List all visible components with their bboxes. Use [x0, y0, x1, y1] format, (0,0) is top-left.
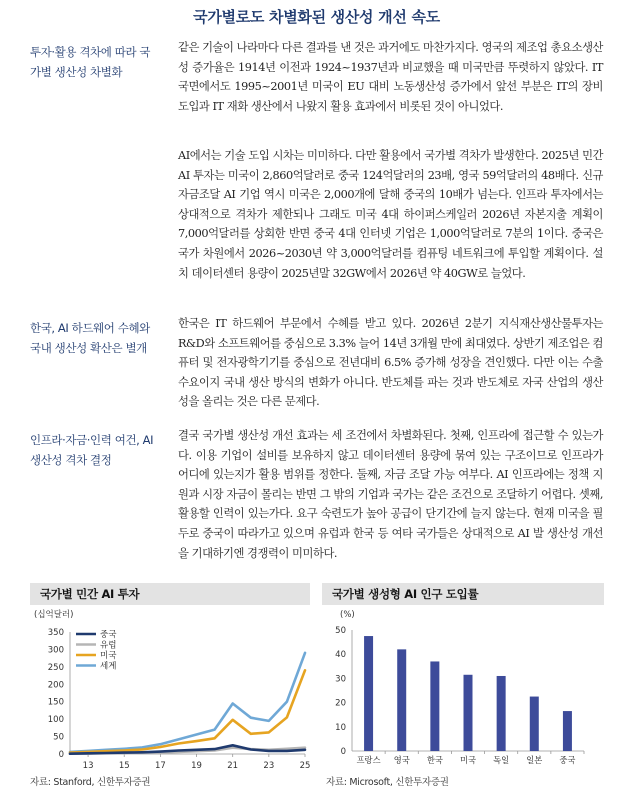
legend-label: 중국 — [100, 630, 117, 640]
x-tick-label: 23 — [263, 761, 275, 771]
legend-label: 유럽 — [100, 640, 117, 651]
y-tick-label: 50 — [335, 626, 346, 636]
x-tick-label: 13 — [82, 761, 94, 771]
x-tick-label: 독일 — [493, 755, 510, 765]
legend-label: 세계 — [100, 661, 117, 672]
bar-미국 — [464, 675, 473, 751]
x-tick-label: 프랑스 — [356, 755, 381, 765]
y-tick-label: 0 — [58, 750, 64, 760]
y-tick-label: 30 — [335, 674, 346, 685]
page-title: 국가별로도 차별화된 생산성 개선 속도 — [193, 8, 440, 26]
y-tick-label: 50 — [53, 732, 64, 743]
section-3-label: 인프라·자금·인력 여건, AI 생산성 격차 결정 — [30, 433, 154, 467]
x-tick-label: 일본 — [526, 755, 543, 765]
right-chart-source: 자료: Microsoft, 신한투자증권 — [326, 777, 449, 788]
section-2-label: 한국, AI 하드웨어 수혜와 국내 생산성 확산은 별개 — [30, 321, 150, 355]
y-tick-label: 150 — [47, 697, 64, 708]
y-tick-label: 20 — [335, 698, 346, 709]
section-1-paragraph-1: 같은 기술이 나라마다 다른 결과를 낸 것은 과거에도 마찬가지다. 영국의 제조업 총요소생산성 증가율은 1914년 이전과 1924~1937년과 비교했을 때 미국만큼 뚜렷하지 않았다. IT 국면에서도 1995~2001년 미국이 EU 대비 노동생산성 증가에서 앞선 부분은 IT의 장비 도입과 IT 재화 생산에서 나왔지 활용 효과에서 비롯된 것이 아니었다. — [178, 41, 603, 113]
x-tick-label: 중국 — [559, 755, 576, 765]
bar-한국 — [430, 661, 439, 751]
left-chart-source: 자료: Stanford, 신한투자증권 — [30, 777, 151, 788]
y-tick-label: 100 — [47, 715, 64, 726]
x-tick-label: 한국 — [426, 755, 443, 765]
x-tick-label: 미국 — [459, 755, 477, 765]
section-2-paragraph-1: 한국은 IT 하드웨어 부문에서 수혜를 받고 있다. 2026년 2분기 지식재산생산물투자는 R&D와 소프트웨어를 중심으로 3.3% 늘어 14년 3개월 만에 최대였다. 상반기 제조업은 컴퓨터 및 전자광학기기를 중심으로 전년대비 6.5% 증가해 성장을 견인했다. 다만 이는 수출 수요이지 국내 생산 방식의 변화가 아니다. 반도체를 파는 것과 반도체로 자국 산업의 생산성을 올리는 것은 다른 문제다. — [178, 317, 603, 409]
y-tick-label: 350 — [47, 628, 64, 638]
x-tick-label: 19 — [191, 761, 202, 771]
bar-일본 — [530, 697, 539, 751]
private-ai-investment-chart — [30, 606, 315, 772]
x-tick-label: 15 — [118, 761, 130, 771]
y-axis-label: (십억달러) — [34, 610, 74, 620]
right-chart-title: 국가별 생성형 AI 인구 도입률 — [322, 583, 604, 605]
y-tick-label: 300 — [47, 645, 64, 656]
section-3-paragraph-1: 결국 국가별 생산성 개선 효과는 세 조건에서 차별화된다. 첫째, 인프라에 접근할 수 있는가다. 이용 기업이 설비를 보유하지 않고 데이터센터 용량에 묶여 있는 구조이므로 인프라가 어디에 있는지가 활용 범위를 정한다. 둘째, 자금 조달 가능 여부다. AI 인프라에는 정책 지원과 시장 자금이 몰리는 반면 그 밖의 기업과 국가는 같은 조건으로 조달하기 어렵다. 셋째, 활용할 인력이 있는가다. 요구 숙련도가 높아 공급이 단기간에 늘지 않는다. 현재 미국을 필두로 중국이 따라가고 있으며 유럽과 한국 등 여타 국가들은 상대적으로 AI 발 생산성 개선을 기대하기엔 경쟁력이 미미하다. — [178, 429, 603, 560]
series-line-미국 — [70, 670, 305, 752]
x-tick-label: 17 — [154, 761, 166, 771]
genai-adoption-chart — [322, 606, 607, 772]
y-tick-label: 0 — [340, 747, 346, 757]
section-1-paragraph-2: AI에서는 기술 도입 시차는 미미하다. 다만 활용에서 국가별 격차가 발생한다. 2025년 민간 AI 투자는 미국이 2,860억달러로 중국 124억달러의 23배, 영국 59억달러의 48배다. 신규 자금조달 AI 기업 역시 미국은 2,000개에 달해 중국의 10배가 넘는다. 인프라 투자에서는 상대적으로 격차가 제한되나 그래도 미국 4대 하이퍼스케일러 2026년 자본지출 계획이 7,000억달러를 상회한 반면 중국 4대 인터넷 기업은 1,000억달러로 7분의 1이다. 중국은 국가 차원에서 2026~2030년 약 3,000억달러를 컴퓨팅 네트워크에 투입할 계획이다. 설치 데이터센터 용량이 2025년말 32GW에서 2026년 약 40GW로 늘었다. — [178, 149, 603, 280]
legend-label: 미국 — [100, 651, 117, 661]
section-1-label: 투자·활용 격차에 따라 국가별 생산성 차별화 — [30, 45, 151, 79]
bar-영국 — [397, 649, 406, 751]
y-tick-label: 40 — [335, 650, 346, 661]
y-tick-label: 10 — [335, 722, 346, 733]
y-tick-label: 200 — [47, 680, 64, 691]
y-tick-label: 250 — [47, 662, 64, 673]
x-tick-label: 21 — [227, 761, 239, 771]
x-tick-label: 25 — [299, 761, 311, 771]
left-chart-title: 국가별 민간 AI 투자 — [30, 583, 310, 605]
bar-프랑스 — [364, 636, 373, 751]
x-tick-label: 영국 — [393, 755, 410, 765]
bar-중국 — [563, 711, 572, 751]
y-axis-label: (%) — [340, 610, 355, 620]
bar-독일 — [497, 676, 506, 751]
